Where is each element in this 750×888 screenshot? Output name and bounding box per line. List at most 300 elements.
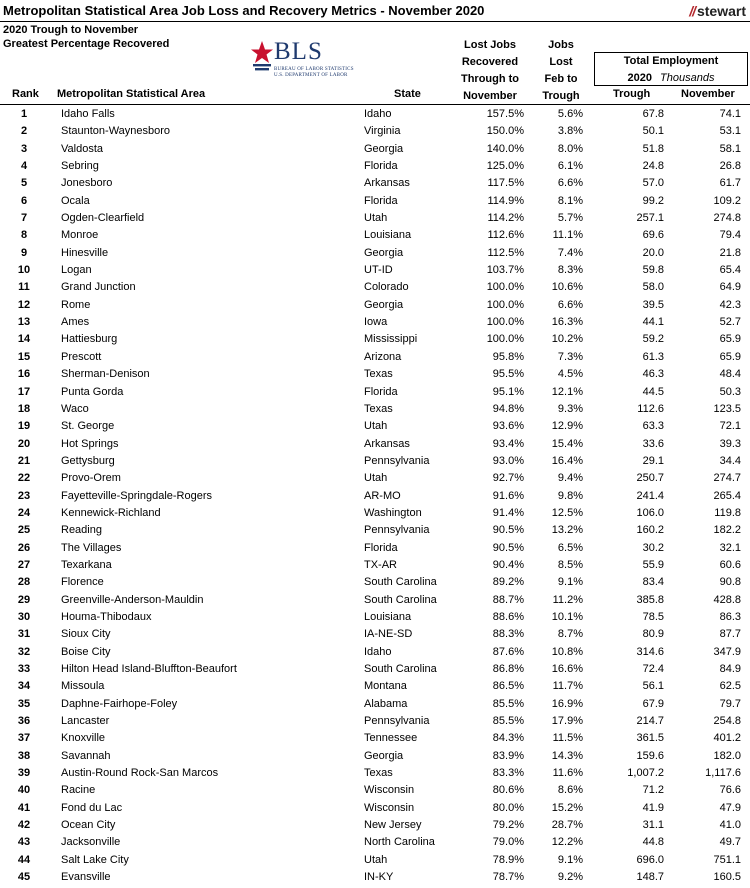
november-employment-cell: 21.8 xyxy=(719,246,741,259)
state-cell: Utah xyxy=(364,212,388,225)
msa-name-cell: Gettysburg xyxy=(61,454,115,467)
state-cell: Pennsylvania xyxy=(364,454,430,467)
november-employment-cell: 265.4 xyxy=(713,489,741,502)
rank-cell: 43 xyxy=(17,836,31,849)
november-employment-cell: 182.0 xyxy=(713,749,741,762)
trough-employment-cell: 55.9 xyxy=(642,558,664,571)
msa-name-cell: Prescott xyxy=(61,350,102,363)
state-cell: TX-AR xyxy=(364,558,397,571)
pct-recovered-cell: 93.0% xyxy=(492,454,524,467)
pct-lost-cell: 11.1% xyxy=(552,229,583,242)
pct-recovered-cell: 95.8% xyxy=(492,350,524,363)
msa-name-cell: Staunton-Waynesboro xyxy=(61,125,171,138)
rank-cell: 24 xyxy=(17,506,31,519)
pct-recovered-cell: 88.6% xyxy=(492,610,524,623)
table-row xyxy=(0,297,750,314)
pct-recovered-cell: 100.0% xyxy=(486,333,524,346)
brand-logo xyxy=(689,3,746,19)
stewart-mark-icon: // xyxy=(689,3,695,19)
november-employment-cell: 751.1 xyxy=(713,853,741,866)
pct-recovered-cell: 86.5% xyxy=(492,680,524,693)
trough-employment-cell: 58.0 xyxy=(642,281,664,294)
state-cell: Louisiana xyxy=(364,229,412,242)
table-row xyxy=(0,609,750,626)
state-cell: Louisiana xyxy=(364,610,412,623)
state-cell: Georgia xyxy=(364,749,404,762)
pct-recovered-cell: 78.7% xyxy=(492,871,524,884)
trough-employment-cell: 44.1 xyxy=(642,316,664,329)
rank-cell: 10 xyxy=(17,264,31,277)
table-row xyxy=(0,661,750,678)
november-employment-cell: 48.4 xyxy=(719,368,741,381)
rank-cell: 26 xyxy=(17,541,31,554)
trough-employment-cell: 31.1 xyxy=(642,819,664,832)
pct-lost-cell: 16.9% xyxy=(551,697,583,710)
table-row xyxy=(0,574,750,591)
trough-employment-cell: 314.6 xyxy=(636,645,664,658)
pct-lost-cell: 7.3% xyxy=(557,350,583,363)
rank-cell: 9 xyxy=(20,246,28,259)
table-row xyxy=(0,730,750,747)
rank-cell: 45 xyxy=(17,871,31,884)
pct-recovered-cell: 79.0% xyxy=(492,836,524,849)
pct-lost-cell: 6.1% xyxy=(557,160,583,173)
header-total-employment: Total Employment 2020 Thousands xyxy=(594,52,748,86)
pct-recovered-cell: 90.5% xyxy=(492,524,524,537)
pct-recovered-cell: 79.2% xyxy=(492,819,524,832)
state-cell: Georgia xyxy=(364,298,404,311)
pct-recovered-cell: 84.3% xyxy=(492,732,524,745)
table-row xyxy=(0,418,750,435)
table-row xyxy=(0,557,750,574)
table-row xyxy=(0,852,750,869)
november-employment-cell: 274.7 xyxy=(713,472,741,485)
november-employment-cell: 123.5 xyxy=(713,402,741,415)
table-row xyxy=(0,765,750,782)
rank-cell: 19 xyxy=(17,420,31,433)
november-employment-cell: 79.7 xyxy=(719,697,741,710)
state-cell: Texas xyxy=(364,368,393,381)
table-row xyxy=(0,488,750,505)
msa-name-cell: Kennewick-Richland xyxy=(61,506,161,519)
pct-recovered-cell: 83.3% xyxy=(492,767,524,780)
rank-cell: 39 xyxy=(17,767,31,780)
november-employment-cell: 1,117.6 xyxy=(705,767,741,780)
trough-employment-cell: 80.9 xyxy=(642,628,664,641)
msa-name-cell: Valdosta xyxy=(61,142,103,155)
rank-cell: 36 xyxy=(17,715,31,728)
report-title: Metropolitan Statistical Area Job Loss and Recovery Metrics - November 2020 xyxy=(3,3,485,18)
rank-cell: 22 xyxy=(17,472,31,485)
state-cell: Idaho xyxy=(364,645,392,658)
pct-recovered-cell: 103.7% xyxy=(486,264,524,277)
bls-logo-subtext: BUREAU OF LABOR STATISTICS U.S. DEPARTMENT OF LABOR xyxy=(274,67,354,78)
pct-recovered-cell: 87.6% xyxy=(492,645,524,658)
rank-cell: 20 xyxy=(17,437,31,450)
rank-cell: 37 xyxy=(17,732,31,745)
table-row xyxy=(0,106,750,123)
header-lost-jobs-recovered: Lost Jobs Recovered Through to November xyxy=(460,39,520,102)
pct-recovered-cell: 93.6% xyxy=(492,420,524,433)
state-cell: Texas xyxy=(364,402,393,415)
pct-lost-cell: 4.5% xyxy=(557,368,583,381)
pct-recovered-cell: 157.5% xyxy=(486,108,524,120)
state-cell: Florida xyxy=(364,194,398,207)
november-employment-cell: 401.2 xyxy=(713,732,741,745)
table-row xyxy=(0,869,750,886)
state-cell: Florida xyxy=(364,385,398,398)
table-row xyxy=(0,540,750,557)
trough-employment-cell: 46.3 xyxy=(642,368,664,381)
pct-lost-cell: 15.2% xyxy=(551,801,583,814)
pct-lost-cell: 17.9% xyxy=(551,715,583,728)
pct-recovered-cell: 100.0% xyxy=(486,316,524,329)
msa-name-cell: Punta Gorda xyxy=(61,385,124,398)
table-row xyxy=(0,158,750,175)
trough-employment-cell: 159.6 xyxy=(636,749,664,762)
pct-lost-cell: 28.7% xyxy=(551,819,583,832)
trough-employment-cell: 250.7 xyxy=(636,472,664,485)
rank-cell: 1 xyxy=(20,108,28,120)
pct-lost-cell: 12.1% xyxy=(551,385,583,398)
pct-lost-cell: 6.5% xyxy=(557,541,583,554)
bls-logo xyxy=(250,38,354,80)
msa-name-cell: The Villages xyxy=(61,541,122,554)
november-employment-cell: 42.3 xyxy=(719,298,741,311)
pct-recovered-cell: 85.5% xyxy=(492,697,524,710)
header-state: State xyxy=(394,88,421,100)
pct-recovered-cell: 90.4% xyxy=(492,558,524,571)
table-row xyxy=(0,834,750,851)
table-row xyxy=(0,470,750,487)
rank-cell: 31 xyxy=(17,628,31,641)
header-msa: Metropolitan Statistical Area xyxy=(57,88,206,100)
pct-lost-cell: 10.2% xyxy=(551,333,583,346)
table-row xyxy=(0,384,750,401)
rank-cell: 2 xyxy=(20,125,28,138)
state-cell: New Jersey xyxy=(364,819,422,832)
state-cell: Texas xyxy=(364,767,393,780)
msa-name-cell: Provo-Orem xyxy=(61,472,121,485)
pct-recovered-cell: 112.6% xyxy=(487,229,524,242)
trough-employment-cell: 214.7 xyxy=(636,715,664,728)
table-row xyxy=(0,175,750,192)
state-cell: Florida xyxy=(364,160,398,173)
msa-name-cell: Jacksonville xyxy=(61,836,121,849)
state-cell: Florida xyxy=(364,541,398,554)
pct-lost-cell: 9.8% xyxy=(557,489,583,502)
msa-name-cell: Sioux City xyxy=(61,628,111,641)
msa-name-cell: Waco xyxy=(61,402,89,415)
rank-cell: 11 xyxy=(18,281,30,294)
pct-lost-cell: 16.6% xyxy=(551,663,583,675)
pct-recovered-cell: 85.5% xyxy=(492,715,524,728)
table-row xyxy=(0,592,750,609)
pct-lost-cell: 11.2% xyxy=(552,593,583,606)
rank-cell: 41 xyxy=(17,801,31,814)
november-employment-cell: 274.8 xyxy=(713,212,741,225)
state-cell: Idaho xyxy=(364,108,392,120)
msa-name-cell: Lancaster xyxy=(61,715,110,728)
trough-employment-cell: 41.9 xyxy=(642,801,664,814)
november-employment-cell: 86.3 xyxy=(719,610,741,623)
november-employment-cell: 49.7 xyxy=(719,836,741,849)
msa-name-cell: Texarkana xyxy=(61,558,112,571)
state-cell: Tennessee xyxy=(364,732,418,745)
msa-name-cell: Racine xyxy=(61,784,96,797)
pct-lost-cell: 12.5% xyxy=(551,506,583,519)
trough-employment-cell: 59.2 xyxy=(642,333,664,346)
header-november: November xyxy=(681,88,735,100)
november-employment-cell: 254.8 xyxy=(713,715,741,728)
msa-name-cell: Salt Lake City xyxy=(61,853,129,866)
rank-cell: 30 xyxy=(17,610,31,623)
rank-cell: 42 xyxy=(17,819,31,832)
rank-cell: 14 xyxy=(17,333,31,346)
state-cell: Wisconsin xyxy=(364,801,415,814)
pct-recovered-cell: 94.8% xyxy=(492,402,524,415)
state-cell: Utah xyxy=(364,853,388,866)
pct-lost-cell: 11.5% xyxy=(552,732,583,745)
november-employment-cell: 62.5 xyxy=(719,680,741,693)
pct-lost-cell: 8.7% xyxy=(557,628,583,641)
pct-lost-cell: 3.8% xyxy=(557,125,583,138)
pct-recovered-cell: 125.0% xyxy=(486,160,524,173)
trough-employment-cell: 361.5 xyxy=(636,732,664,745)
table-row xyxy=(0,713,750,730)
november-employment-cell: 52.7 xyxy=(719,316,741,329)
trough-employment-cell: 257.1 xyxy=(636,212,664,225)
rank-cell: 21 xyxy=(17,454,31,467)
trough-employment-cell: 61.3 xyxy=(642,350,664,363)
header-trough: Trough xyxy=(613,88,651,100)
rank-cell: 18 xyxy=(17,402,31,415)
pct-lost-cell: 11.7% xyxy=(552,680,583,693)
november-employment-cell: 61.7 xyxy=(719,177,741,190)
rank-cell: 12 xyxy=(17,298,31,311)
msa-name-cell: Austin-Round Rock-San Marcos xyxy=(61,767,219,780)
state-cell: Mississippi xyxy=(364,333,418,346)
table-row xyxy=(0,349,750,366)
trough-employment-cell: 56.1 xyxy=(642,680,664,693)
rank-cell: 13 xyxy=(17,316,31,329)
trough-employment-cell: 106.0 xyxy=(636,506,664,519)
trough-employment-cell: 33.6 xyxy=(642,437,664,450)
november-employment-cell: 32.1 xyxy=(719,541,741,554)
table-row xyxy=(0,644,750,661)
rank-cell: 40 xyxy=(17,784,31,797)
pct-lost-cell: 9.1% xyxy=(557,853,583,866)
pct-lost-cell: 12.2% xyxy=(551,836,583,849)
pct-recovered-cell: 117.5% xyxy=(487,177,524,190)
table-row xyxy=(0,279,750,296)
trough-employment-cell: 78.5 xyxy=(642,610,664,623)
november-employment-cell: 58.1 xyxy=(719,142,741,155)
november-employment-cell: 428.8 xyxy=(713,593,741,606)
november-employment-cell: 47.9 xyxy=(719,801,741,814)
state-cell: South Carolina xyxy=(364,663,437,675)
rank-cell: 33 xyxy=(17,663,31,675)
pct-recovered-cell: 140.0% xyxy=(486,142,524,155)
pct-lost-cell: 12.9% xyxy=(551,420,583,433)
msa-name-cell: Reading xyxy=(61,524,102,537)
state-cell: North Carolina xyxy=(364,836,435,849)
trough-employment-cell: 39.5 xyxy=(642,298,664,311)
rank-cell: 34 xyxy=(17,680,31,693)
trough-employment-cell: 63.3 xyxy=(642,420,664,433)
pct-lost-cell: 6.6% xyxy=(557,177,583,190)
msa-name-cell: Jonesboro xyxy=(61,177,113,190)
november-employment-cell: 347.9 xyxy=(713,645,741,658)
msa-name-cell: Logan xyxy=(61,264,92,277)
pct-recovered-cell: 86.8% xyxy=(492,663,524,675)
state-cell: Alabama xyxy=(364,697,408,710)
november-employment-cell: 182.2 xyxy=(713,524,741,537)
trough-employment-cell: 67.9 xyxy=(642,697,664,710)
table-row xyxy=(0,678,750,695)
november-employment-cell: 119.8 xyxy=(714,506,741,519)
msa-name-cell: Hinesville xyxy=(61,246,109,259)
trough-employment-cell: 30.2 xyxy=(642,541,664,554)
state-cell: Pennsylvania xyxy=(364,715,430,728)
november-employment-cell: 160.5 xyxy=(713,871,741,884)
pct-recovered-cell: 88.3% xyxy=(492,628,524,641)
table-row xyxy=(0,227,750,244)
trough-employment-cell: 67.8 xyxy=(642,108,664,120)
msa-name-cell: Grand Junction xyxy=(61,281,136,294)
rank-cell: 6 xyxy=(20,194,28,207)
table-row xyxy=(0,123,750,140)
pct-lost-cell: 9.4% xyxy=(557,472,583,485)
state-cell: Washington xyxy=(364,506,422,519)
rank-cell: 7 xyxy=(20,212,28,225)
trough-employment-cell: 385.8 xyxy=(636,593,664,606)
november-employment-cell: 60.6 xyxy=(719,558,741,571)
table-row xyxy=(0,366,750,383)
november-employment-cell: 65.4 xyxy=(719,264,741,277)
table-row xyxy=(0,245,750,262)
msa-name-cell: Ocean City xyxy=(61,819,116,832)
pct-lost-cell: 7.4% xyxy=(557,246,583,259)
table-row xyxy=(0,262,750,279)
pct-recovered-cell: 88.7% xyxy=(492,593,524,606)
state-cell: IA-NE-SD xyxy=(364,628,413,641)
state-cell: Arizona xyxy=(364,350,402,363)
pct-recovered-cell: 83.9% xyxy=(492,749,524,762)
table-row xyxy=(0,453,750,470)
msa-name-cell: Ames xyxy=(61,316,90,329)
rank-cell: 5 xyxy=(20,177,28,190)
november-employment-cell: 50.3 xyxy=(719,385,741,398)
msa-name-cell: Florence xyxy=(61,576,104,589)
state-cell: Arkansas xyxy=(364,437,410,450)
table-row xyxy=(0,314,750,331)
pct-recovered-cell: 90.5% xyxy=(492,541,524,554)
pct-lost-cell: 10.1% xyxy=(551,610,583,623)
rank-cell: 23 xyxy=(17,489,31,502)
table-row xyxy=(0,522,750,539)
state-cell: Utah xyxy=(364,472,388,485)
header-divider xyxy=(0,104,750,105)
state-cell: Georgia xyxy=(364,246,404,259)
rank-cell: 29 xyxy=(17,593,31,606)
pct-lost-cell: 11.6% xyxy=(552,767,583,780)
bls-star-icon xyxy=(250,40,274,72)
msa-name-cell: Houma-Thibodaux xyxy=(61,610,152,623)
msa-name-cell: Sebring xyxy=(61,160,99,173)
subtitle-sort: Greatest Percentage Recovered xyxy=(3,38,170,50)
pct-lost-cell: 16.4% xyxy=(551,454,583,467)
state-cell: Colorado xyxy=(364,281,409,294)
table-row xyxy=(0,748,750,765)
pct-lost-cell: 16.3% xyxy=(551,316,583,329)
november-employment-cell: 109.2 xyxy=(713,194,741,207)
state-cell: IN-KY xyxy=(364,871,394,884)
trough-employment-cell: 29.1 xyxy=(642,454,664,467)
table-row xyxy=(0,210,750,227)
rank-cell: 35 xyxy=(17,697,31,710)
pct-recovered-cell: 112.5% xyxy=(487,246,524,259)
state-cell: AR-MO xyxy=(364,489,401,502)
november-employment-cell: 90.8 xyxy=(719,576,741,589)
state-cell: UT-ID xyxy=(364,264,393,277)
table-row xyxy=(0,782,750,799)
state-cell: Virginia xyxy=(364,125,401,138)
rank-cell: 28 xyxy=(17,576,31,589)
trough-employment-cell: 83.4 xyxy=(642,576,664,589)
pct-lost-cell: 13.2% xyxy=(551,524,583,537)
rank-cell: 4 xyxy=(20,160,28,173)
pct-recovered-cell: 95.1% xyxy=(492,385,524,398)
november-employment-cell: 76.6 xyxy=(719,784,741,797)
header-rank: Rank xyxy=(12,88,39,100)
msa-name-cell: Ogden-Clearfield xyxy=(61,212,145,225)
trough-employment-cell: 20.0 xyxy=(642,246,664,259)
trough-employment-cell: 59.8 xyxy=(642,264,664,277)
trough-employment-cell: 241.4 xyxy=(636,489,664,502)
state-cell: South Carolina xyxy=(364,593,437,606)
pct-lost-cell: 9.3% xyxy=(557,402,583,415)
title-bar xyxy=(0,0,750,22)
msa-name-cell: Hilton Head Island-Bluffton-Beaufort xyxy=(61,663,237,675)
state-cell: Iowa xyxy=(364,316,388,329)
msa-name-cell: Idaho Falls xyxy=(61,108,115,120)
state-cell: South Carolina xyxy=(364,576,437,589)
pct-lost-cell: 15.4% xyxy=(551,437,583,450)
msa-name-cell: Boise City xyxy=(61,645,111,658)
pct-lost-cell: 10.8% xyxy=(551,645,583,658)
table-row xyxy=(0,800,750,817)
pct-recovered-cell: 89.2% xyxy=(492,576,524,589)
pct-lost-cell: 14.3% xyxy=(551,749,583,762)
pct-recovered-cell: 80.6% xyxy=(492,784,524,797)
trough-employment-cell: 160.2 xyxy=(636,524,664,537)
table-row xyxy=(0,817,750,834)
pct-recovered-cell: 95.5% xyxy=(492,368,524,381)
trough-employment-cell: 44.5 xyxy=(642,385,664,398)
table-row xyxy=(0,193,750,210)
pct-lost-cell: 8.5% xyxy=(557,558,583,571)
pct-lost-cell: 5.6% xyxy=(557,108,583,120)
november-employment-cell: 34.4 xyxy=(719,454,741,467)
pct-recovered-cell: 91.4% xyxy=(492,506,524,519)
msa-name-cell: Monroe xyxy=(61,229,99,242)
pct-recovered-cell: 150.0% xyxy=(486,125,524,138)
pct-lost-cell: 8.1% xyxy=(557,194,583,207)
msa-name-cell: Savannah xyxy=(61,749,111,762)
november-employment-cell: 84.9 xyxy=(719,663,741,675)
rank-cell: 44 xyxy=(17,853,31,866)
